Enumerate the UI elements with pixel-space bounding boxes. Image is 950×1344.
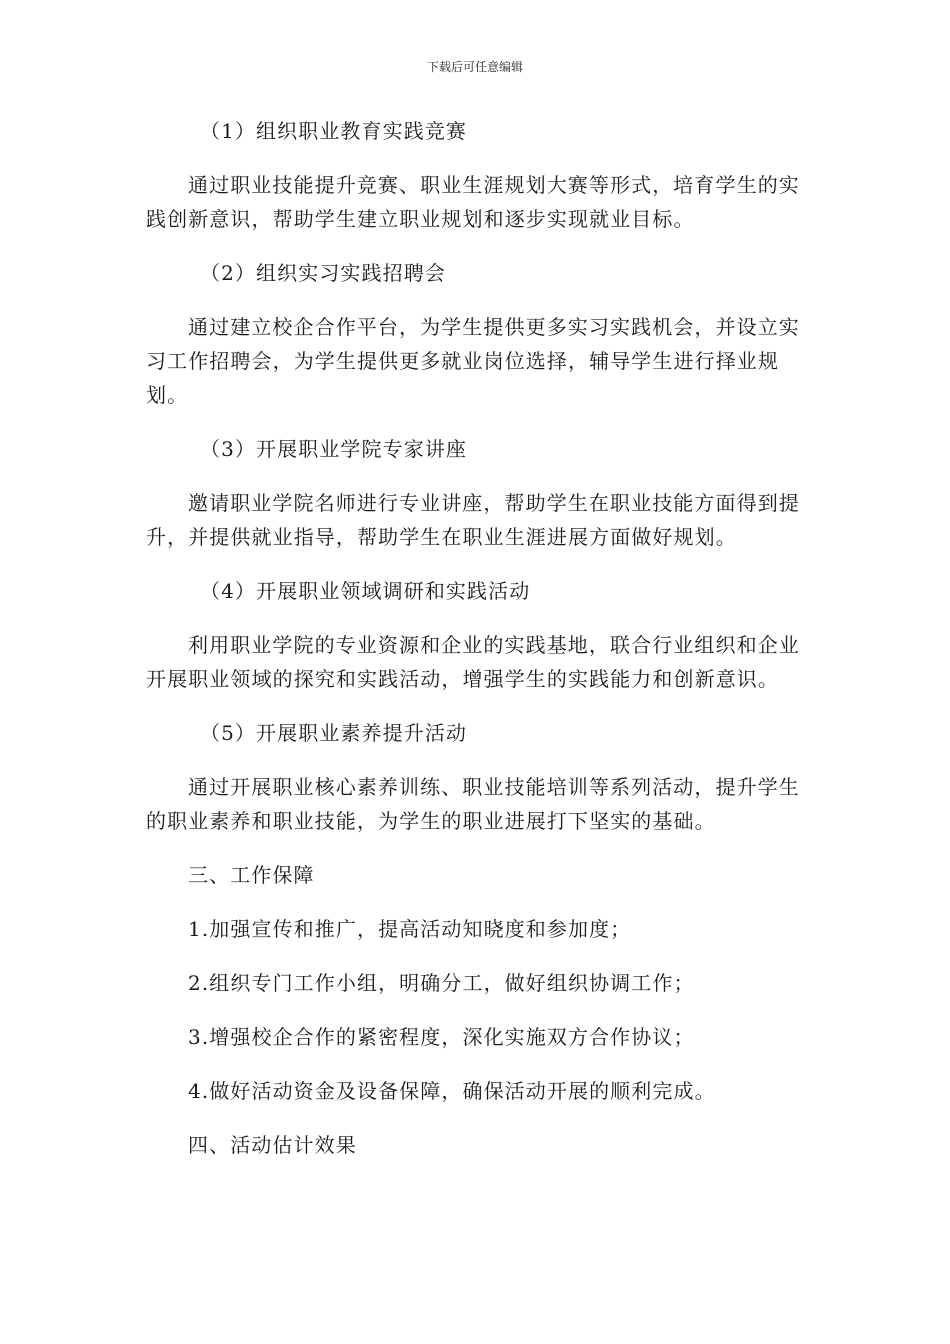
list-item-2: 2.组织专门工作小组，明确分工，做好组织协调工作； — [188, 971, 695, 995]
section-heading-3: 三、工作保障 — [188, 863, 315, 887]
subheading-5: （5）开展职业素养提升活动 — [200, 721, 468, 745]
paragraph-4: 利用职业学院的专业资源和企业的实践基地，联合行业组织和企业开展职业领域的探究和实践活动，增强学生的实践能力和创新意识。 — [146, 633, 800, 691]
list-item-3: 3.增强校企合作的紧密程度，深化实施双方合作协议； — [188, 1025, 695, 1049]
list-item-1: 1.加强宣传和推广，提高活动知晓度和参加度； — [188, 917, 632, 941]
paragraph-5: 通过开展职业核心素养训练、职业技能培训等系列活动，提升学生的职业素养和职业技能，为学生的职业进展打下坚实的基础。 — [146, 775, 800, 833]
subheading-4: （4）开展职业领域调研和实践活动 — [200, 579, 531, 603]
paragraph-2: 通过建立校企合作平台，为学生提供更多实习实践机会，并设立实习工作招聘会，为学生提供更多就业岗位选择，辅导学生进行择业规划。 — [146, 315, 800, 407]
subheading-3: （3）开展职业学院专家讲座 — [200, 437, 468, 461]
paragraph-3: 邀请职业学院名师进行专业讲座，帮助学生在职业技能方面得到提升，并提供就业指导，帮助学生在职业生涯进展方面做好规划。 — [146, 491, 800, 549]
subheading-1: （1）组织职业教育实践竞赛 — [200, 119, 468, 143]
document-body — [146, 114, 804, 1162]
section-heading-4: 四、活动估计效果 — [188, 1133, 357, 1157]
paragraph-1: 通过职业技能提升竞赛、职业生涯规划大赛等形式，培育学生的实践创新意识，帮助学生建立职业规划和逐步实现就业目标。 — [146, 173, 800, 231]
page-header: 下载后可任意编辑 — [426, 60, 523, 74]
subheading-2: （2）组织实习实践招聘会 — [200, 261, 446, 285]
list-item-4: 4.做好活动资金及设备保障，确保活动开展的顺利完成。 — [188, 1079, 716, 1103]
